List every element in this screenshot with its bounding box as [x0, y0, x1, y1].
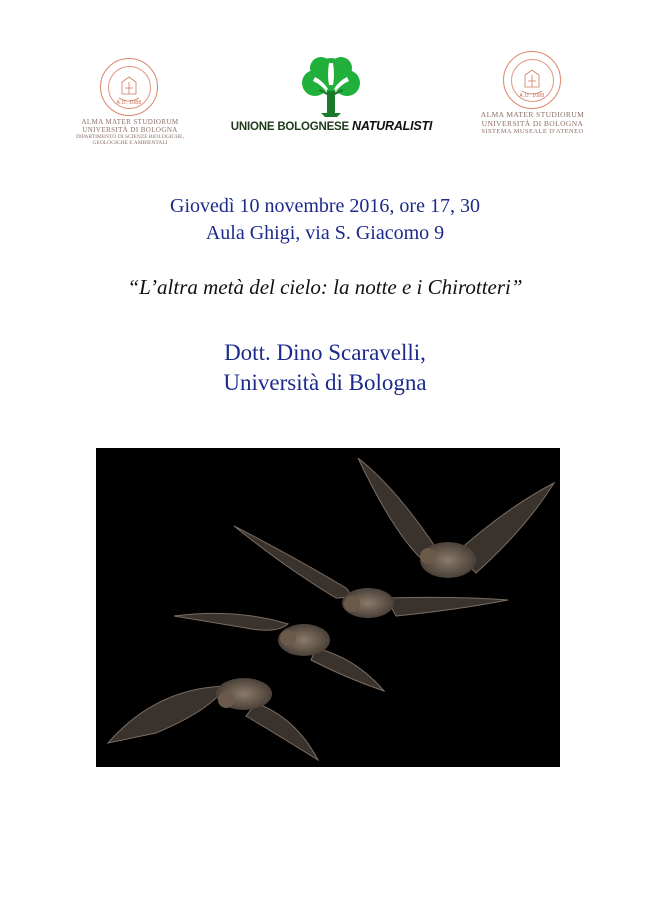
bat-icon — [174, 613, 384, 691]
university-seal-icon — [503, 51, 561, 109]
ubn-logo — [229, 55, 434, 140]
ubn-name-part1: UNIONE BOLOGNESE — [230, 121, 352, 133]
talk-title: “L’altra metà del cielo: la notte e i Chirotteri” — [127, 275, 523, 299]
speaker-affiliation: Università di Bologna — [223, 370, 427, 395]
ubn-name — [229, 119, 434, 133]
caption-line-2: UNIVERSITÀ DI BOLOGNA — [82, 126, 178, 135]
ubn-name-part2: NATURALISTI — [352, 119, 433, 133]
caption-line-3: DIPARTIMENTO DI SCIENZE BIOLOGICHE, — [76, 134, 184, 141]
bat-icon — [108, 678, 318, 760]
caption-line-1: ALMA MATER STUDIORUM — [81, 118, 179, 126]
bats-photo — [96, 448, 560, 767]
bat-icon — [358, 458, 554, 578]
caption-line-3: SISTEMA MUSEALE D'ATENEO — [481, 128, 584, 136]
event-date: Giovedì 10 novembre 2016, ore 17, 30 — [170, 195, 480, 217]
unibo-bigea-logo — [60, 55, 200, 150]
seal-year: A.D. 1088 — [116, 100, 142, 106]
tree-icon — [291, 55, 371, 120]
caption-line-2: UNIVERSITÀ DI BOLOGNA — [481, 118, 584, 128]
event-location: Aula Ghigi, via S. Giacomo 9 — [205, 222, 445, 244]
speaker-name: Dott. Dino Scaravelli, — [224, 340, 426, 365]
seal-year: A.D. 1088 — [519, 93, 545, 99]
unibo-sma-logo — [460, 48, 605, 143]
university-seal-icon — [100, 58, 158, 116]
caption-line-1: ALMA MATER STUDIORUM — [480, 110, 585, 119]
caption-line-4: GEOLOGICHE E AMBIENTALI — [92, 140, 168, 147]
